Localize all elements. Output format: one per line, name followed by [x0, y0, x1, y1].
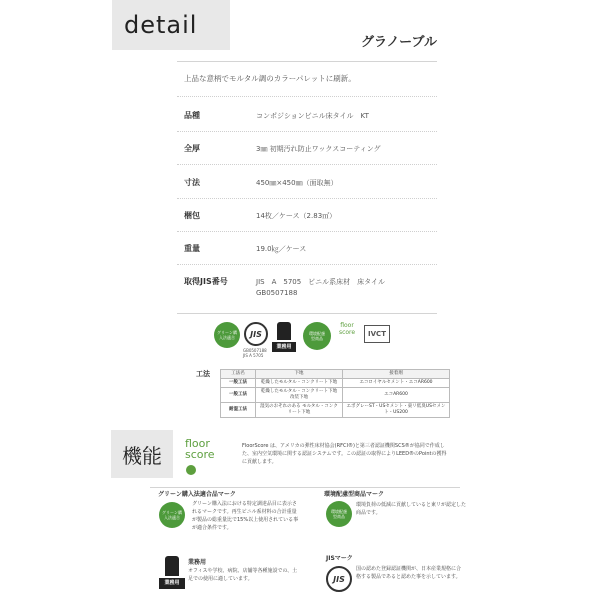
feature-title: 業務用 — [188, 559, 207, 566]
divider — [177, 198, 437, 199]
product-name: グラノーブル — [360, 35, 437, 50]
spec-label: 全厚 — [184, 144, 200, 153]
spec-value: JIS A 5705 ビニル系床材 床タイル — [256, 278, 386, 286]
spec-value-code: GB0507188 — [256, 289, 298, 297]
commercial-use-icon — [159, 556, 185, 590]
table-row — [221, 379, 450, 388]
floorscore-icon-word2: score — [338, 329, 356, 336]
floorscore-seal-icon — [186, 465, 196, 475]
spec-label: 品種 — [184, 111, 200, 120]
ivct-label: IVCT — [364, 325, 390, 343]
divider — [177, 96, 437, 97]
feature-icon-label: 環境配慮型商品 — [331, 509, 347, 519]
table-row — [221, 388, 450, 403]
divider — [177, 231, 437, 232]
method-table — [220, 369, 450, 418]
method-adhesive: エポグレーST・USセメント・東リ低臭USセメント・US200 — [343, 403, 450, 418]
floorscore-logo-word2: score — [185, 448, 215, 461]
green-purchase-icon — [214, 322, 240, 348]
floorscore-icon-word1: floor — [340, 322, 354, 329]
feature-icon-label: 業務用 — [159, 578, 185, 589]
method-adhesive: エコAR600 — [343, 388, 450, 403]
spec-value: 14枚／ケース（2.83㎡） — [256, 212, 337, 220]
spec-value: コンポジションビニル床タイル KT — [256, 112, 369, 120]
env-friendly-icon — [303, 322, 331, 350]
method-base: 乾燥したモルタル・コンクリート下地 改装下地 — [256, 388, 343, 403]
feature-text: 国の認めた登録認証機関が、日本産業規格に合格する製品であると認めた事を示しています。 — [356, 566, 462, 580]
divider — [177, 164, 437, 165]
method-name: 耐湿工法 — [221, 403, 256, 418]
floorscore-icon — [335, 322, 359, 350]
floorscore-description: FloorScore は、アメリカの弾性床材協会(RFCI®)と第三者認証機関SCS®が協同で作成した、室内空気環境に関する認証システムです。この認証の取得によりLEED®のPointの獲得に貢献します。 — [242, 443, 447, 465]
jis-mark-icon: JIS — [326, 566, 352, 592]
divider — [177, 131, 437, 132]
feature-title: JISマーク — [326, 555, 353, 562]
jis-mark-icon — [244, 322, 268, 346]
ivct-icon — [364, 325, 390, 343]
method-adhesive: エコロイヤルセメント・エコAR600 — [343, 379, 450, 388]
method-base: 湿気のおそれのある モルタル・コンクリート下地 — [256, 403, 343, 418]
method-header: 工法名 — [221, 370, 256, 379]
table-row — [221, 403, 450, 418]
divider — [177, 313, 437, 314]
divider — [177, 264, 437, 265]
spec-value: 450㎜×450㎜（面取無） — [256, 179, 338, 187]
method-label: 工法 — [196, 370, 210, 378]
spec-label: 重量 — [184, 244, 200, 253]
commercial-use-label: 業務用 — [272, 342, 296, 352]
detail-title: detail — [124, 11, 198, 39]
feature-text: オフィスや学校、病院、店舗等各種施設での、土足での使用に適しています。 — [188, 568, 298, 582]
jis-code-label: GB0507188 — [243, 348, 267, 353]
green-purchase-icon — [159, 502, 185, 528]
spec-value: 19.0㎏／ケース — [256, 245, 307, 253]
jis-mark-glyph: JIS — [244, 322, 268, 346]
divider — [177, 61, 437, 62]
method-name: 一般工法 — [221, 388, 256, 403]
spec-value: 3㎜ 初期汚れ防止ワックスコーティング — [256, 145, 381, 153]
function-tab: 機能 — [111, 430, 173, 478]
env-friendly-icon — [326, 501, 352, 527]
floorscore-logo-word1: floor — [185, 437, 210, 450]
method-header: 接着剤 — [343, 370, 450, 379]
env-friendly-label: 環境配慮型商品 — [309, 331, 325, 341]
method-base: 乾燥したモルタル・コンクリート下地 — [256, 379, 343, 388]
spec-label: 寸法 — [184, 178, 200, 187]
jis-standard-label: JIS A 5705 — [243, 353, 264, 358]
method-name: 一般工法 — [221, 379, 256, 388]
divider — [150, 487, 460, 488]
feature-text: グリーン購入法における特定調達品目に表示されるマークです。再生ビニル系材料の合計重量が製品の総重量比で15%以上使用されている事が適合条件です。 — [192, 501, 299, 531]
spec-label: 取得JIS番号 — [184, 277, 228, 286]
feature-title: グリーン購入法適合品マーク — [158, 491, 236, 498]
feature-icon-label: グリーン購入法適合 — [162, 510, 182, 520]
feature-text: 環境負荷の低減に貢献していると東リが認定した商品です。 — [356, 502, 467, 516]
feature-title: 環境配慮型商品マーク — [324, 491, 385, 498]
green-purchase-icon-label: グリーン購入法適合 — [217, 330, 237, 340]
lead-text: 上品な意柄でモルタル調のカラーパレットに刷新。 — [184, 74, 356, 83]
method-header: 下地 — [256, 370, 343, 379]
commercial-use-icon — [272, 322, 296, 352]
spec-label: 梱包 — [184, 211, 200, 220]
